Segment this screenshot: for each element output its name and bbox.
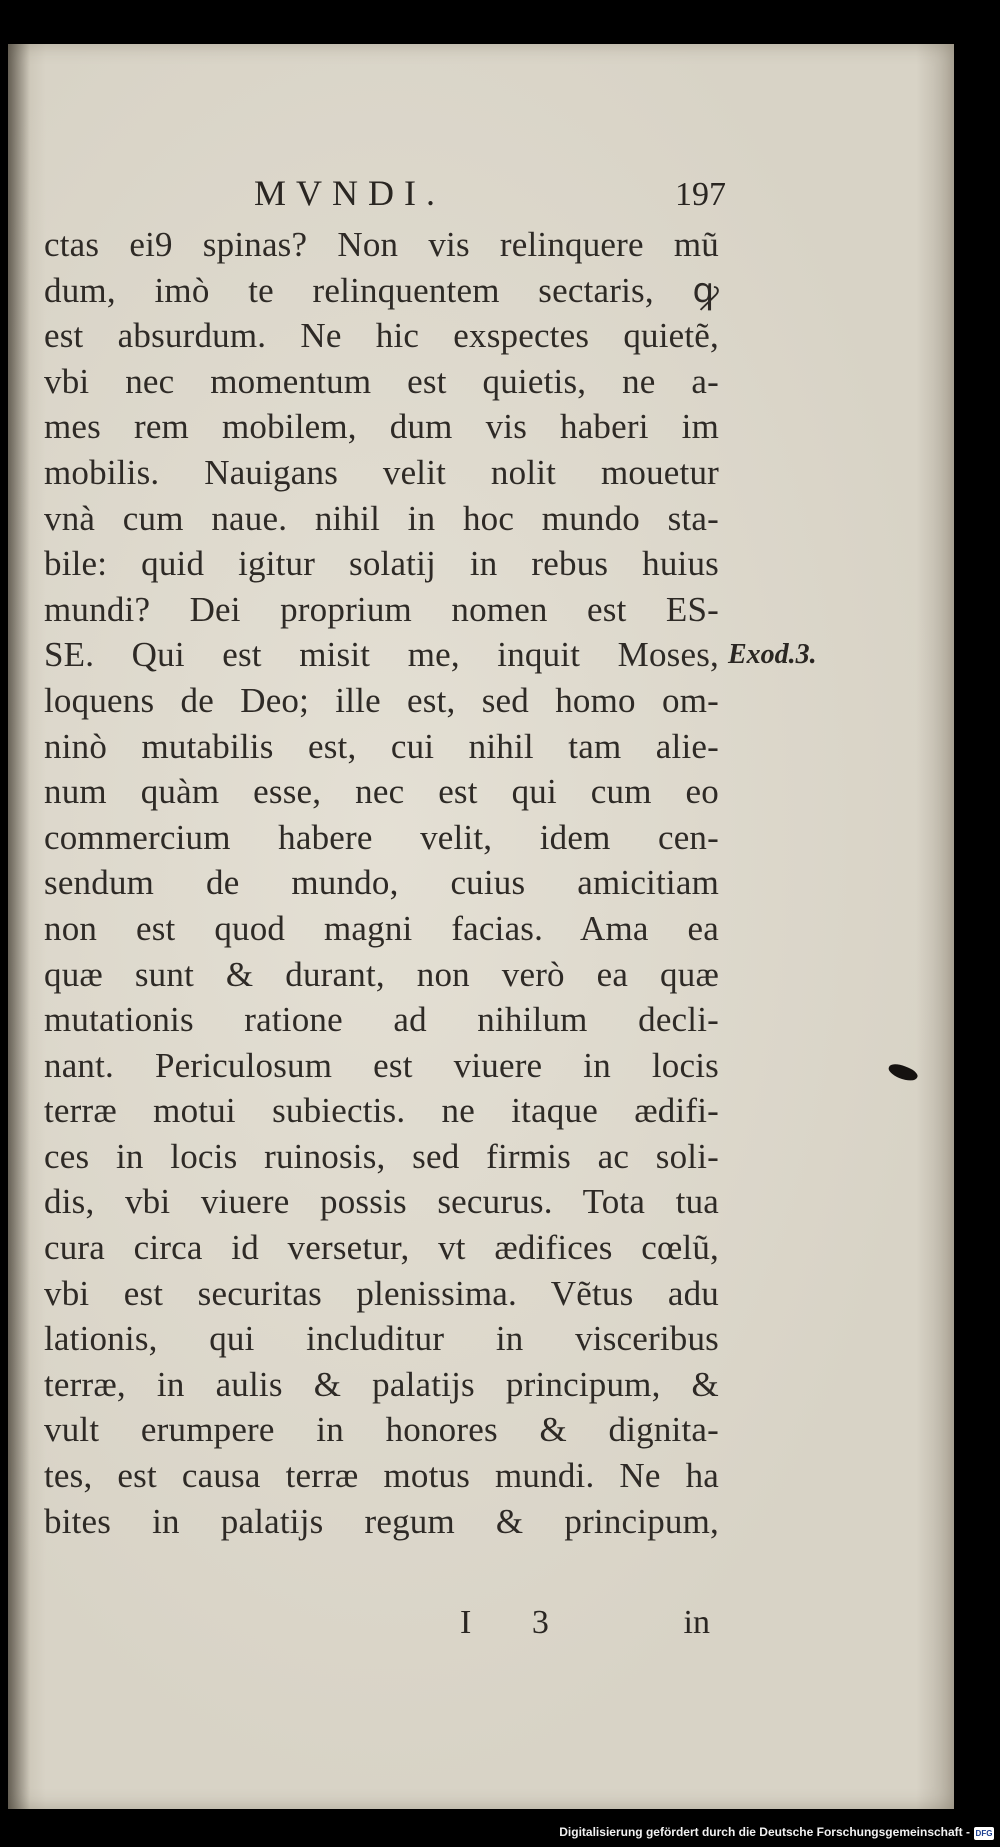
- text-line: ninò mutabilis est, cui nihil tam alie-: [44, 726, 719, 766]
- digitization-credit: Digitalisierung gefördert durch die Deutsche Forschungsgemeinschaft -: [559, 1825, 970, 1839]
- text-line: loquens de Deo; ille est, sed homo om-: [44, 680, 719, 720]
- page-number: 197: [675, 176, 726, 213]
- text-line: dis, vbi viuere possis securus. Tota tua: [44, 1182, 719, 1222]
- running-head: MVNDI.: [254, 173, 445, 213]
- gutter-shadow: [8, 44, 30, 1809]
- text-line: non est quod magni facias. Ama ea: [44, 908, 719, 948]
- text-line: mes rem mobilem, dum vis haberi im: [44, 407, 719, 447]
- signature-row: [460, 1604, 710, 1650]
- text-line: vbi nec momentum est quietis, ne a-: [44, 361, 719, 401]
- text-line: ces in locis ruinosis, sed firmis ac soli-: [44, 1136, 719, 1176]
- text-line: bile: quid igitur solatij in rebus huius: [44, 544, 719, 584]
- body-text: [44, 222, 719, 1544]
- text-line: SE. Qui est misit me, inquit Moses,: [44, 635, 719, 675]
- text-line: ctas ei9 spinas? Non vis relinquere mũ: [44, 225, 719, 264]
- text-line: vbi est securitas plenissima. Vẽtus adu: [44, 1273, 719, 1313]
- ink-blot: [887, 1061, 920, 1084]
- signature-mark: I 3: [460, 1604, 575, 1641]
- scanned-page: [8, 44, 954, 1809]
- footer-bar: [0, 1817, 1000, 1847]
- page-header: [254, 172, 726, 224]
- text-line: terræ motui subiectis. ne itaque ædifi-: [44, 1091, 719, 1131]
- text-line: sendum de mundo, cuius amicitiam: [44, 863, 719, 903]
- text-line: vnà cum naue. nihil in hoc mundo sta-: [44, 498, 719, 538]
- text-line: mobilis. Nauigans velit nolit mouetur: [44, 452, 719, 492]
- text-line: lationis, qui includitur in visceribus: [44, 1319, 719, 1359]
- text-line: commercium habere velit, idem cen-: [44, 817, 719, 857]
- text-line: bites in palatijs regum & principum,: [44, 1501, 719, 1541]
- catchword: in: [683, 1604, 710, 1641]
- text-line: vult erumpere in honores & dignita-: [44, 1410, 719, 1450]
- dfg-logo-icon: DFG: [975, 1829, 993, 1838]
- text-line: mundi? Dei proprium nomen est ES-: [44, 589, 719, 629]
- text-line: quæ sunt & durant, non verò ea quæ: [44, 954, 719, 994]
- text-line: tes, est causa terræ motus mundi. Ne ha: [44, 1456, 719, 1496]
- text-line: dum, imò te relinquentem sectaris, ꝙ: [44, 270, 719, 310]
- marginal-note: Exod.3.: [728, 639, 817, 670]
- text-line: terræ, in aulis & palatijs principum, &: [44, 1364, 719, 1404]
- text-line: mutationis ratione ad nihilum decli-: [44, 1000, 719, 1040]
- text-line: est absurdum. Ne hic exspectes quietẽ,: [44, 316, 719, 356]
- text-line: num quàm esse, nec est qui cum eo: [44, 772, 719, 812]
- text-line: nant. Periculosum est viuere in locis: [44, 1045, 719, 1085]
- text-line: cura circa id versetur, vt ædifices cœlũ,: [44, 1228, 719, 1268]
